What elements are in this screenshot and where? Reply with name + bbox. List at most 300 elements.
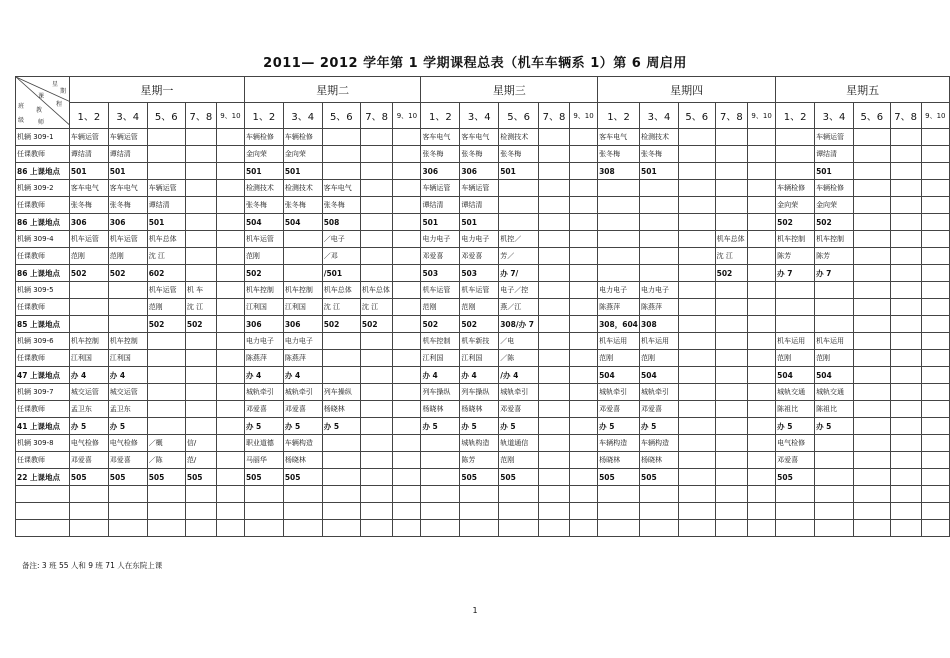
table-cell [569, 299, 597, 316]
table-cell [185, 486, 216, 503]
table-cell [890, 129, 921, 146]
row-label: 86 上课地点 [16, 265, 70, 282]
table-cell [890, 180, 921, 197]
table-cell: 办 5 [598, 418, 640, 435]
table-cell [569, 503, 597, 520]
table-row [16, 214, 950, 231]
table-cell [598, 486, 640, 503]
row-label: 任课教师 [16, 401, 70, 418]
table-cell [185, 265, 216, 282]
table-cell [853, 180, 890, 197]
table-cell: 金向荣 [815, 197, 854, 214]
table-cell: 邓爱喜 [640, 401, 679, 418]
table-cell [360, 435, 392, 452]
table-cell: 501 [69, 163, 108, 180]
table-cell: 502 [421, 316, 460, 333]
table-cell: 城轨牵引 [499, 384, 539, 401]
table-cell: 孟卫东 [108, 401, 147, 418]
period-header: 1、2 [244, 103, 283, 129]
table-cell [393, 282, 421, 299]
table-cell: 邓爱喜 [69, 452, 108, 469]
table-cell: 504 [283, 214, 322, 231]
table-cell [185, 197, 216, 214]
table-cell: 502 [185, 316, 216, 333]
table-cell [640, 214, 679, 231]
table-cell [539, 469, 570, 486]
table-cell [748, 333, 776, 350]
table-cell: 张冬梅 [108, 197, 147, 214]
table-cell: 502 [776, 214, 815, 231]
table-cell [539, 214, 570, 231]
table-cell: 邓爱喜 [460, 248, 499, 265]
table-cell [244, 486, 283, 503]
table-cell: 机车新技 [460, 333, 499, 350]
period-header: 9、10 [921, 103, 949, 129]
table-cell: 308，604 [598, 316, 640, 333]
table-cell: 办 5 [421, 418, 460, 435]
table-cell [678, 469, 715, 486]
table-cell: 杨晓林 [460, 401, 499, 418]
table-cell: 范刚 [460, 299, 499, 316]
table-cell: 范刚 [598, 350, 640, 367]
table-cell: 列车操纵 [322, 384, 360, 401]
table-cell: 机车控制 [244, 282, 283, 299]
table-cell: 机车总体 [715, 231, 747, 248]
table-cell: 杨晓林 [322, 401, 360, 418]
table-cell [890, 282, 921, 299]
table-cell: 张冬梅 [460, 146, 499, 163]
table-cell [776, 486, 815, 503]
table-row [16, 180, 950, 197]
table-cell: 办 4 [244, 367, 283, 384]
table-cell: 张冬梅 [499, 146, 539, 163]
table-cell [853, 316, 890, 333]
table-cell [216, 350, 244, 367]
table-cell: ／陈 [499, 350, 539, 367]
table-cell: 邓爱喜 [499, 401, 539, 418]
table-cell: 办 7 [776, 265, 815, 282]
table-cell: 机控／ [499, 231, 539, 248]
table-row [16, 520, 950, 537]
table-cell [360, 418, 392, 435]
table-row [16, 129, 950, 146]
table-cell: 燕／江 [499, 299, 539, 316]
table-cell: 机车运用 [640, 333, 679, 350]
table-cell [393, 503, 421, 520]
table-cell [640, 180, 679, 197]
period-header: 7、8 [715, 103, 747, 129]
table-cell: 江利国 [421, 350, 460, 367]
table-cell: 江利国 [244, 299, 283, 316]
table-cell [460, 486, 499, 503]
table-cell [678, 248, 715, 265]
table-cell: 列车操纵 [421, 384, 460, 401]
table-cell [890, 520, 921, 537]
table-cell: 机 车 [185, 282, 216, 299]
table-cell: 505 [460, 469, 499, 486]
table-cell [748, 486, 776, 503]
period-header: 9、10 [216, 103, 244, 129]
table-cell [921, 299, 949, 316]
table-cell: 机车运用 [776, 333, 815, 350]
table-cell: 办 5 [283, 418, 322, 435]
schedule-table [15, 76, 950, 537]
table-cell [185, 180, 216, 197]
table-cell: 503 [421, 265, 460, 282]
table-cell [216, 265, 244, 282]
table-cell: 办 5 [322, 418, 360, 435]
table-cell [539, 265, 570, 282]
table-cell [890, 248, 921, 265]
table-cell: 沈 江 [147, 248, 185, 265]
row-label [16, 503, 70, 520]
table-cell: 504 [776, 367, 815, 384]
table-cell: 车辆构造 [598, 435, 640, 452]
table-cell [853, 197, 890, 214]
table-cell: 沈 江 [360, 299, 392, 316]
row-label: 85 上课地点 [16, 316, 70, 333]
table-cell [569, 469, 597, 486]
table-cell [185, 231, 216, 248]
table-cell [853, 129, 890, 146]
table-cell [678, 350, 715, 367]
table-row [16, 197, 950, 214]
table-cell: 办 4 [108, 367, 147, 384]
table-cell: 电气检修 [776, 435, 815, 452]
table-cell [322, 503, 360, 520]
table-cell: 列车操纵 [460, 384, 499, 401]
table-cell [598, 180, 640, 197]
table-cell [715, 333, 747, 350]
table-cell [815, 435, 854, 452]
page-number: 1 [472, 606, 478, 615]
table-cell [748, 248, 776, 265]
table-cell [393, 333, 421, 350]
table-row [16, 316, 950, 333]
table-cell [216, 469, 244, 486]
table-cell [216, 129, 244, 146]
table-cell [185, 418, 216, 435]
table-row [16, 350, 950, 367]
table-cell [678, 316, 715, 333]
table-cell: 508 [322, 214, 360, 231]
table-cell [715, 316, 747, 333]
table-cell [322, 146, 360, 163]
table-cell: 张冬梅 [640, 146, 679, 163]
table-cell [678, 401, 715, 418]
table-cell [283, 248, 322, 265]
table-cell: 邓爱喜 [776, 452, 815, 469]
table-cell [569, 231, 597, 248]
table-cell [715, 435, 747, 452]
table-row [16, 163, 950, 180]
table-cell [678, 367, 715, 384]
table-cell [776, 503, 815, 520]
table-cell [678, 265, 715, 282]
table-cell [322, 129, 360, 146]
table-cell [815, 469, 854, 486]
table-cell: 308 [640, 316, 679, 333]
table-cell [853, 214, 890, 231]
table-cell [108, 299, 147, 316]
table-cell [598, 197, 640, 214]
table-cell [539, 452, 570, 469]
table-cell [108, 520, 147, 537]
table-cell [360, 214, 392, 231]
table-cell: 机车运管 [69, 231, 108, 248]
day-header: 星期二 [244, 77, 421, 103]
table-cell [715, 299, 747, 316]
table-cell [393, 418, 421, 435]
table-cell [539, 350, 570, 367]
table-cell: 范刚 [421, 299, 460, 316]
table-cell [360, 520, 392, 537]
table-cell [244, 520, 283, 537]
table-cell [890, 333, 921, 350]
table-cell [890, 486, 921, 503]
table-cell: 城轨牵引 [244, 384, 283, 401]
table-cell: 陈祖比 [815, 401, 854, 418]
table-cell: 机车控制 [776, 231, 815, 248]
table-cell [360, 146, 392, 163]
row-label: 机辆 309-6 [16, 333, 70, 350]
period-header: 1、2 [776, 103, 815, 129]
period-header: 9、10 [569, 103, 597, 129]
table-cell [921, 435, 949, 452]
table-cell [853, 435, 890, 452]
table-cell [147, 333, 185, 350]
table-cell [147, 486, 185, 503]
table-cell: 504 [244, 214, 283, 231]
table-cell [393, 180, 421, 197]
table-cell: 机车运用 [598, 333, 640, 350]
corner-label: 教 [36, 107, 43, 114]
table-cell [216, 231, 244, 248]
table-cell [539, 180, 570, 197]
table-cell: 505 [640, 469, 679, 486]
table-cell [539, 435, 570, 452]
table-cell [185, 163, 216, 180]
table-cell [283, 520, 322, 537]
table-cell [185, 129, 216, 146]
table-cell: 检测技术 [499, 129, 539, 146]
table-cell [539, 520, 570, 537]
table-cell: 范/ [185, 452, 216, 469]
table-cell: 邓爱喜 [244, 401, 283, 418]
table-row [16, 384, 950, 401]
table-cell [853, 333, 890, 350]
table-cell [921, 469, 949, 486]
table-cell [539, 129, 570, 146]
table-cell [322, 163, 360, 180]
table-cell [748, 384, 776, 401]
table-cell: 车辆运管 [460, 180, 499, 197]
table-cell [185, 146, 216, 163]
table-cell [69, 503, 108, 520]
table-cell [147, 146, 185, 163]
table-cell [815, 503, 854, 520]
table-cell: 办 5 [776, 418, 815, 435]
table-cell: 陈燕萍 [598, 299, 640, 316]
period-header: 5、6 [322, 103, 360, 129]
table-cell: 江利国 [460, 350, 499, 367]
table-cell [815, 282, 854, 299]
table-cell [890, 384, 921, 401]
table-cell [393, 163, 421, 180]
table-cell [322, 486, 360, 503]
table-cell [678, 418, 715, 435]
table-cell [360, 367, 392, 384]
table-cell: 城轨牵引 [283, 384, 322, 401]
table-cell: 范刚 [815, 350, 854, 367]
table-cell: 办 7 [815, 265, 854, 282]
table-cell [678, 486, 715, 503]
table-cell [108, 503, 147, 520]
table-cell: 谭结清 [108, 146, 147, 163]
table-cell: 陈燕萍 [283, 350, 322, 367]
table-cell: 城交运管 [108, 384, 147, 401]
table-cell [921, 401, 949, 418]
table-cell [921, 180, 949, 197]
table-cell [216, 401, 244, 418]
table-cell [185, 401, 216, 418]
table-cell [678, 435, 715, 452]
table-cell [640, 503, 679, 520]
table-cell: 机车控制 [815, 231, 854, 248]
table-cell: 客车电气 [421, 129, 460, 146]
corner-label: 师 [38, 119, 45, 126]
table-cell [421, 486, 460, 503]
table-cell [69, 316, 108, 333]
period-header: 3、4 [640, 103, 679, 129]
table-cell [393, 231, 421, 248]
table-cell: 孟卫东 [69, 401, 108, 418]
table-cell [678, 282, 715, 299]
table-cell [283, 503, 322, 520]
table-cell [890, 316, 921, 333]
table-cell [569, 418, 597, 435]
table-cell [853, 282, 890, 299]
table-cell [421, 469, 460, 486]
table-cell [216, 367, 244, 384]
table-cell: 范刚 [244, 248, 283, 265]
table-cell: 机车控制 [421, 333, 460, 350]
table-cell [715, 282, 747, 299]
table-row [16, 503, 950, 520]
row-label: 41 上课地点 [16, 418, 70, 435]
table-cell [216, 333, 244, 350]
table-cell: 308/办 7 [499, 316, 539, 333]
table-cell [216, 486, 244, 503]
table-cell: ／邓 [322, 248, 360, 265]
corner-label: 级 [18, 117, 25, 124]
table-cell [322, 435, 360, 452]
table-cell [921, 146, 949, 163]
table-cell: 505 [776, 469, 815, 486]
table-cell: 车辆检修 [815, 180, 854, 197]
table-cell: 501 [815, 163, 854, 180]
table-cell: 客车电气 [322, 180, 360, 197]
period-header: 7、8 [185, 103, 216, 129]
table-cell [715, 486, 747, 503]
table-cell: 杨晓林 [283, 452, 322, 469]
table-cell [890, 418, 921, 435]
table-cell: 502 [460, 316, 499, 333]
corner-label: 班 [18, 103, 25, 110]
table-cell [715, 503, 747, 520]
table-cell: 机车运用 [815, 333, 854, 350]
table-cell: 客车电气 [460, 129, 499, 146]
table-cell [890, 503, 921, 520]
row-label: 任课教师 [16, 452, 70, 469]
table-cell: 办 4 [283, 367, 322, 384]
table-cell: 谭结清 [147, 197, 185, 214]
table-cell: 505 [244, 469, 283, 486]
table-cell [393, 486, 421, 503]
table-cell [921, 350, 949, 367]
day-header: 星期四 [598, 77, 776, 103]
table-cell: 505 [499, 469, 539, 486]
row-label: 任课教师 [16, 146, 70, 163]
table-cell: 办 5 [69, 418, 108, 435]
table-cell: 车辆运管 [108, 129, 147, 146]
table-cell [853, 350, 890, 367]
table-cell: 沈 江 [185, 299, 216, 316]
corner-label: 星 [52, 81, 59, 88]
table-cell [216, 214, 244, 231]
table-cell [360, 265, 392, 282]
table-cell [678, 180, 715, 197]
table-cell [921, 452, 949, 469]
table-cell: 检测技术 [283, 180, 322, 197]
table-cell [569, 163, 597, 180]
table-cell [393, 248, 421, 265]
table-cell [815, 299, 854, 316]
table-cell: 客车电气 [108, 180, 147, 197]
table-row [16, 265, 950, 282]
table-row [16, 486, 950, 503]
table-cell [853, 452, 890, 469]
table-cell [715, 520, 747, 537]
table-cell: 谭结清 [69, 146, 108, 163]
table-cell [539, 248, 570, 265]
table-cell [360, 180, 392, 197]
table-cell: 电气检修 [69, 435, 108, 452]
table-cell [890, 350, 921, 367]
table-cell [776, 316, 815, 333]
table-cell [69, 299, 108, 316]
table-cell: 张冬梅 [283, 197, 322, 214]
table-cell [678, 214, 715, 231]
table-cell: 504 [598, 367, 640, 384]
table-row [16, 333, 950, 350]
table-cell [715, 367, 747, 384]
table-cell [147, 367, 185, 384]
table-cell: 机车运管 [108, 231, 147, 248]
table-cell: 办 5 [499, 418, 539, 435]
table-cell [69, 520, 108, 537]
table-cell: 陈芳 [815, 248, 854, 265]
table-cell [748, 350, 776, 367]
table-cell [921, 316, 949, 333]
table-cell: 沈 江 [715, 248, 747, 265]
table-cell [147, 503, 185, 520]
table-cell [890, 299, 921, 316]
table-row [16, 401, 950, 418]
table-cell: 306 [283, 316, 322, 333]
table-cell: 张冬梅 [244, 197, 283, 214]
table-cell [890, 401, 921, 418]
